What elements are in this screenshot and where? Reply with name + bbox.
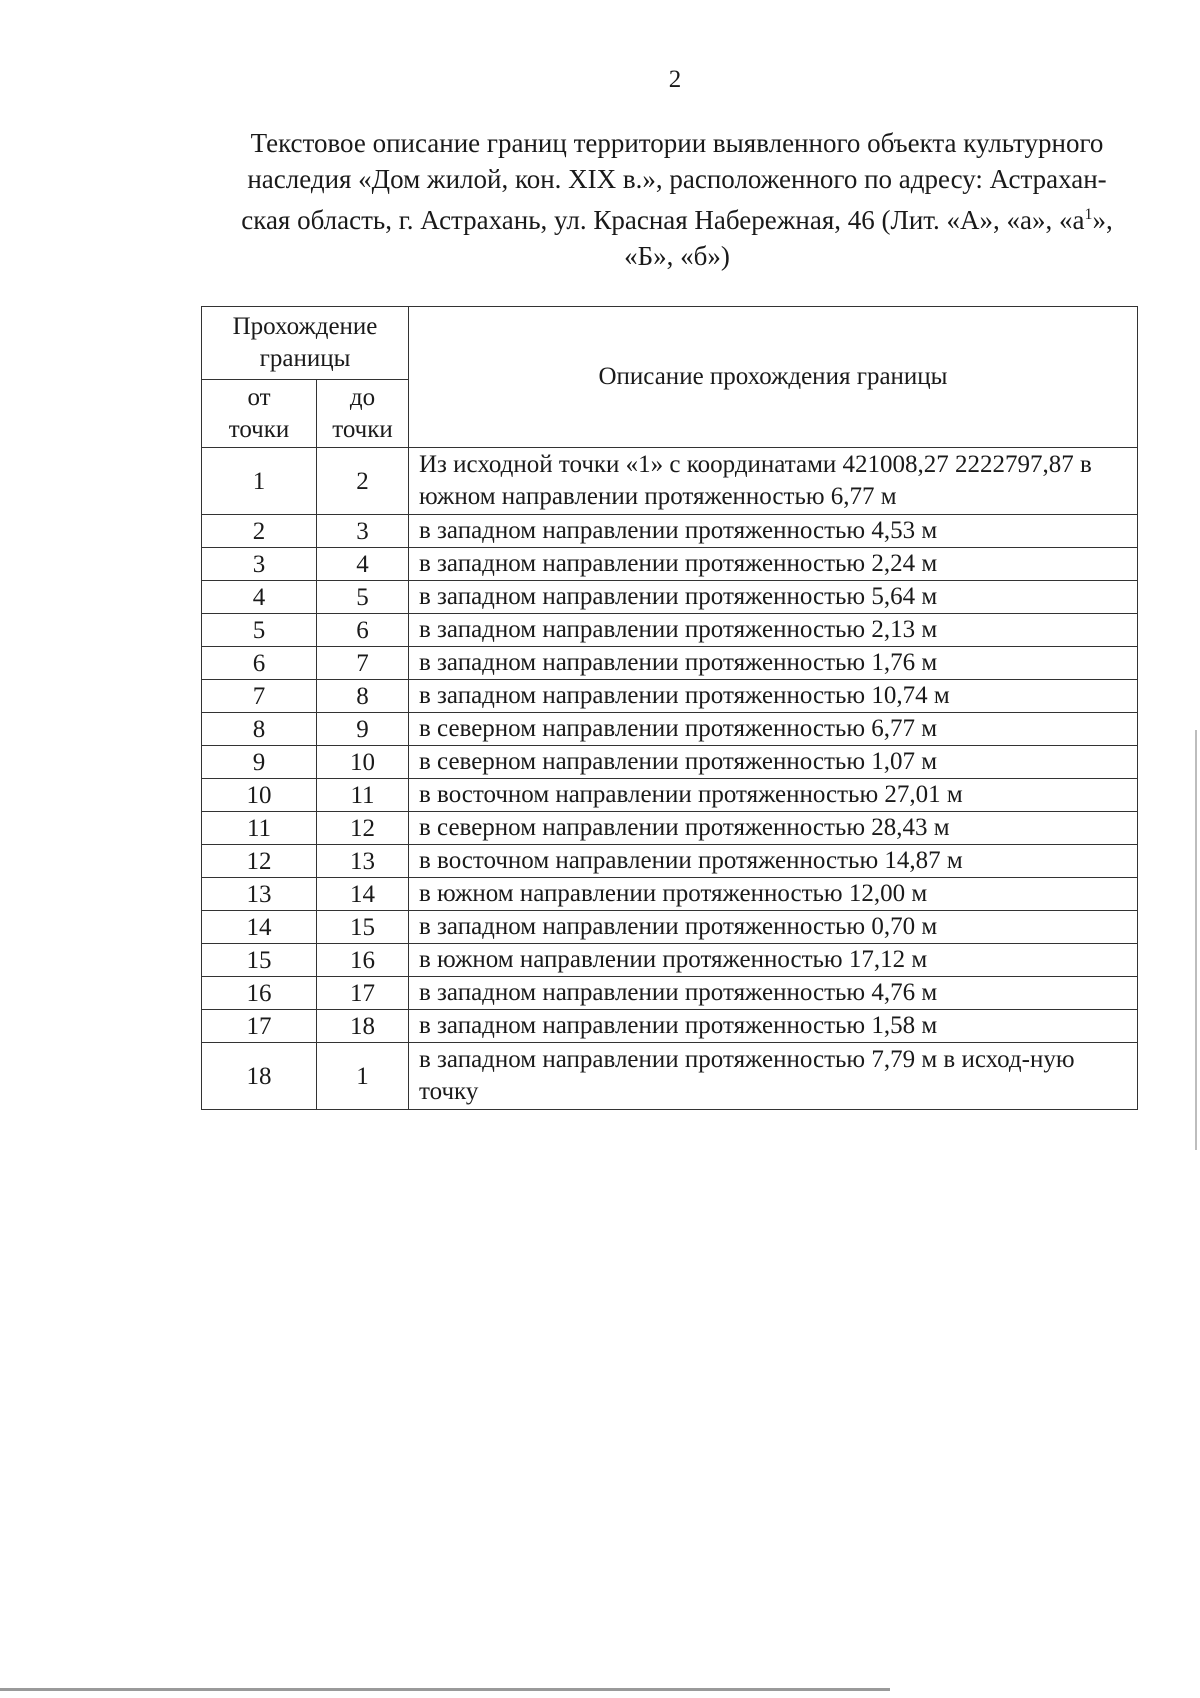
table-row bbox=[202, 680, 1138, 713]
cell-from-point: 5 bbox=[202, 614, 317, 647]
cell-description: в западном направлении протяженностью 1,76 м bbox=[409, 647, 1138, 680]
cell-from-point: 12 bbox=[202, 845, 317, 878]
cell-to-point: 12 bbox=[317, 812, 409, 845]
cell-to-point: 11 bbox=[317, 779, 409, 812]
document-heading bbox=[218, 125, 1136, 274]
boundary-table bbox=[201, 306, 1138, 1110]
cell-description: в северном направлении протяженностью 6,77 м bbox=[409, 713, 1138, 746]
header-passage: Прохождение границы bbox=[202, 307, 409, 380]
cell-from-point: 17 bbox=[202, 1010, 317, 1043]
cell-description: в северном направлении протяженностью 1,07 м bbox=[409, 746, 1138, 779]
cell-from-point: 9 bbox=[202, 746, 317, 779]
cell-to-point: 16 bbox=[317, 944, 409, 977]
table-row bbox=[202, 812, 1138, 845]
heading-line-2: наследия «Дом жилой, кон. XIX в.», расположенного по адресу: Астрахан- bbox=[247, 164, 1107, 194]
scan-edge-bottom bbox=[0, 1688, 890, 1691]
cell-description: в западном направлении протяженностью 1,58 м bbox=[409, 1010, 1138, 1043]
cell-from-point: 8 bbox=[202, 713, 317, 746]
table-row bbox=[202, 746, 1138, 779]
heading-line-3 bbox=[218, 197, 1136, 238]
cell-to-point: 2 bbox=[317, 448, 409, 515]
scan-edge-right bbox=[1195, 730, 1197, 1150]
cell-description: Из исходной точки «1» с координатами 421008,27 2222797,87 в южном направлении протяженностью 6,77 м bbox=[409, 448, 1138, 515]
page-number: 2 bbox=[668, 66, 682, 93]
cell-from-point: 10 bbox=[202, 779, 317, 812]
cell-from-point: 13 bbox=[202, 878, 317, 911]
cell-description: в западном направлении протяженностью 4,76 м bbox=[409, 977, 1138, 1010]
cell-to-point: 18 bbox=[317, 1010, 409, 1043]
cell-to-point: 17 bbox=[317, 977, 409, 1010]
cell-to-point: 3 bbox=[317, 515, 409, 548]
cell-from-point: 16 bbox=[202, 977, 317, 1010]
header-from: от точки bbox=[202, 380, 317, 448]
cell-to-point: 6 bbox=[317, 614, 409, 647]
table-row bbox=[202, 647, 1138, 680]
heading-line-1: Текстовое описание границ территории выявленного объекта культурного bbox=[250, 128, 1104, 158]
cell-from-point: 3 bbox=[202, 548, 317, 581]
cell-from-point: 14 bbox=[202, 911, 317, 944]
heading-superscript: 1 bbox=[1084, 206, 1093, 223]
cell-to-point: 4 bbox=[317, 548, 409, 581]
cell-to-point: 10 bbox=[317, 746, 409, 779]
table-row bbox=[202, 779, 1138, 812]
cell-to-point: 7 bbox=[317, 647, 409, 680]
header-description: Описание прохождения границы bbox=[409, 307, 1138, 448]
table-row bbox=[202, 448, 1138, 515]
heading-line-3-tail: », bbox=[1092, 205, 1113, 235]
cell-description: в западном направлении протяженностью 4,53 м bbox=[409, 515, 1138, 548]
table-row bbox=[202, 911, 1138, 944]
cell-description: в западном направлении протяженностью 10,74 м bbox=[409, 680, 1138, 713]
cell-to-point: 8 bbox=[317, 680, 409, 713]
table-row bbox=[202, 1043, 1138, 1110]
cell-description: в западном направлении протяженностью 7,79 м в исход-ную точку bbox=[409, 1043, 1138, 1110]
table-row bbox=[202, 944, 1138, 977]
cell-description: в восточном направлении протяженностью 14,87 м bbox=[409, 845, 1138, 878]
cell-to-point: 9 bbox=[317, 713, 409, 746]
cell-to-point: 5 bbox=[317, 581, 409, 614]
cell-to-point: 14 bbox=[317, 878, 409, 911]
cell-description: в северном направлении протяженностью 28,43 м bbox=[409, 812, 1138, 845]
cell-description: в западном направлении протяженностью 2,13 м bbox=[409, 614, 1138, 647]
heading-line-4: «Б», «б») bbox=[624, 241, 730, 271]
table-body bbox=[202, 448, 1138, 1110]
cell-from-point: 4 bbox=[202, 581, 317, 614]
table-row bbox=[202, 845, 1138, 878]
cell-to-point: 15 bbox=[317, 911, 409, 944]
header-to: до точки bbox=[317, 380, 409, 448]
cell-description: в западном направлении протяженностью 0,70 м bbox=[409, 911, 1138, 944]
cell-to-point: 13 bbox=[317, 845, 409, 878]
table-row bbox=[202, 1010, 1138, 1043]
table-row bbox=[202, 581, 1138, 614]
heading-line-3-text: ская область, г. Астрахань, ул. Красная Набережная, 46 (Лит. «А», «а», «а bbox=[241, 205, 1085, 235]
cell-to-point: 1 bbox=[317, 1043, 409, 1110]
cell-description: в южном направлении протяженностью 17,12 м bbox=[409, 944, 1138, 977]
table-row bbox=[202, 515, 1138, 548]
cell-description: в восточном направлении протяженностью 27,01 м bbox=[409, 779, 1138, 812]
table-row bbox=[202, 878, 1138, 911]
table-row bbox=[202, 977, 1138, 1010]
cell-from-point: 15 bbox=[202, 944, 317, 977]
cell-from-point: 2 bbox=[202, 515, 317, 548]
table-row bbox=[202, 614, 1138, 647]
cell-description: в западном направлении протяженностью 2,24 м bbox=[409, 548, 1138, 581]
cell-from-point: 18 bbox=[202, 1043, 317, 1110]
table-row bbox=[202, 548, 1138, 581]
cell-from-point: 1 bbox=[202, 448, 317, 515]
cell-from-point: 7 bbox=[202, 680, 317, 713]
cell-description: в южном направлении протяженностью 12,00 м bbox=[409, 878, 1138, 911]
table-row bbox=[202, 713, 1138, 746]
cell-from-point: 11 bbox=[202, 812, 317, 845]
cell-from-point: 6 bbox=[202, 647, 317, 680]
cell-description: в западном направлении протяженностью 5,64 м bbox=[409, 581, 1138, 614]
